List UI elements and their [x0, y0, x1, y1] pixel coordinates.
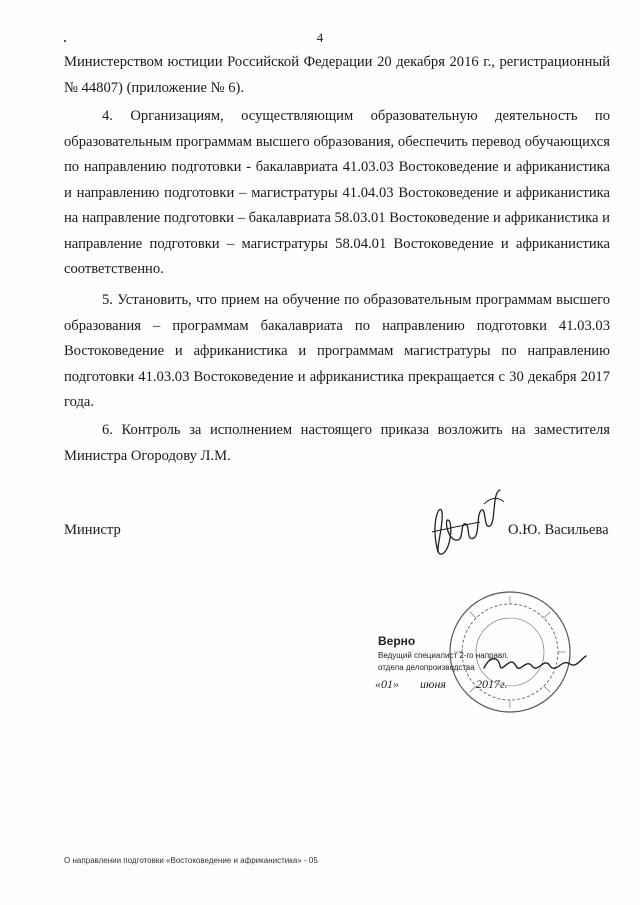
paragraph-item-4 — [64, 104, 610, 283]
paragraph-item-5-text: 5. Установить, что прием на обучение по образовательным программам высшего образования – программам бакалавриата по направлению подготовки 41.03.03 Востоковедение и африканистика и программам магистратуры по направлению подготовки 41.03.03 Востоковедение и африканистика прекращается с 30 декабря 2017 года. — [64, 292, 610, 410]
paragraph-continuation — [64, 50, 610, 101]
paragraph-item-4-text: 4. Организациям, осуществляющим образовательную деятельность по образовательным программам высшего образования, обеспечить перевод обучающихся по направлению подготовки - бакалавриата 41.03.03 Востоковедение и африканистика и направлению подготовки – магистратуры 41.04.03 Востоковедение и африканистика на направление подготовки – бакалавриата 58.03.01 Востоковедение и африканистика и направление подготовки – магистратуры 58.04.01 Востоковедение и африканистика соответственно. — [64, 108, 610, 277]
paragraph-item-6 — [64, 418, 610, 469]
handwritten-signature — [420, 482, 510, 572]
signatory-name: О.Ю. Васильева — [508, 522, 609, 538]
stamp-date-month: июня — [420, 677, 446, 691]
paragraph-item-5 — [64, 288, 610, 416]
paragraph-item-6-text: 6. Контроль за исполнением настоящего приказа возложить на заместителя Министра Огородову Л.М. — [64, 422, 610, 464]
page-number: 4 — [316, 30, 324, 45]
stamp-department-line: отдела делопроизводства — [378, 663, 475, 672]
stamp-date: «01» июня 2017г. — [375, 677, 508, 691]
document-footer: О направлении подготовки «Востоковедение и африканистика» - 05 — [64, 856, 318, 865]
stamp-date-day: 01 — [381, 677, 393, 691]
paragraph-continuation-text: Министерством юстиции Российской Федерации 20 декабря 2016 г., регистрационный № 44807) (приложение № 6). — [64, 54, 610, 96]
signatory-position: Министр — [64, 522, 121, 538]
stamp-date-year-suffix: 17 — [488, 677, 500, 691]
stamp-date-year-prefix: 20 — [476, 677, 488, 691]
stamp-position-line: Ведущий специалист 2-го направл. — [378, 651, 509, 660]
stamp-title: Верно — [378, 634, 416, 648]
stamp-handwritten-surname — [480, 648, 590, 678]
